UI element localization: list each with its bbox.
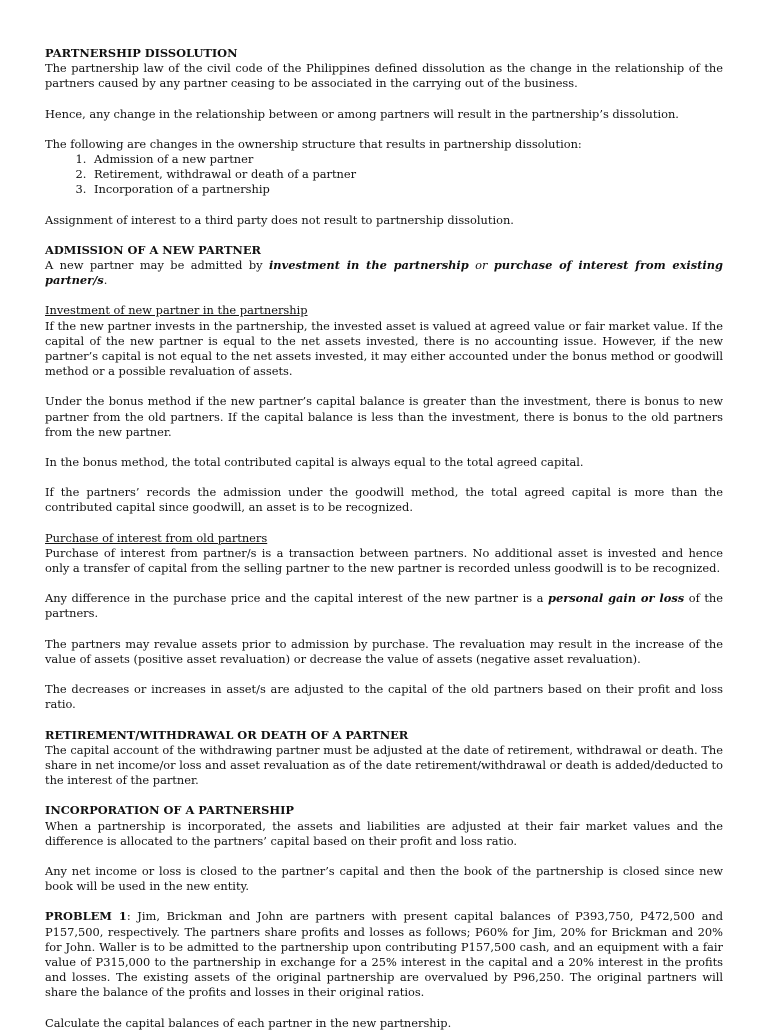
emphasis-personal-gain: personal gain or loss bbox=[547, 591, 685, 606]
paragraph: The decreases or increases in asset/s are adjusted to the capital of the old partners based on their profit and loss ratio. bbox=[45, 682, 723, 712]
emphasis-investment: investment in the partnership bbox=[268, 258, 469, 273]
paragraph: In the bonus method, the total contributed capital is always equal to the total agreed capital. bbox=[45, 455, 584, 470]
paragraph: If the new partner invests in the partnership, the invested asset is valued at agreed value or fair market value. If the capital of the new partner is equal to the net assets invested, there is no accounting issue. However, if the new partner’s capital is not equal to the net assets invested, it may either accounted under the bonus method or goodwill method or a possible revaluation of assets. bbox=[45, 318, 723, 379]
section-heading-retirement: RETIREMENT/WITHDRAWAL OR DEATH OF A PARTNER bbox=[45, 727, 409, 742]
document-page bbox=[45, 46, 723, 1031]
paragraph: The following are changes in the ownership structure that results in partnership dissolution: bbox=[45, 136, 582, 151]
list-item: 2. Retirement, withdrawal or death of a partner bbox=[90, 167, 723, 182]
list-item: 3. Incorporation of a partnership bbox=[90, 182, 723, 197]
paragraph: Under the bonus method if the new partner’s capital balance is greater than the investment, there is bonus to new partner from the old partners. If the capital balance is less than the investment, there is bonus to the old partners from the new partner. bbox=[45, 394, 723, 439]
section-heading-dissolution: PARTNERSHIP DISSOLUTION bbox=[45, 46, 238, 60]
text-run: Any difference in the purchase price and the capital interest of the new partner is a bbox=[45, 591, 548, 606]
section-heading-admission: ADMISSION OF A NEW PARTNER bbox=[45, 242, 261, 257]
text-run: : Jim, Brickman and John are partners with present capital balances of P393,750, P472,500 and P157,500, respectively. The partners share profits and losses as follows; P60% for Jim, 20% for Brickman and 20% for John. Waller is to be admitted to the partnership upon contributing P157,500 cash, and an equipment with a fair value of P315,000 to the partnership in exchange for a 25% interest in the capital and a 20% interest in the profits and losses. The existing assets of the original partnership are overvalued by P96,250. The original partners will share the balance of the profits and losses in their original ratios. bbox=[45, 909, 723, 1000]
paragraph: Calculate the capital balances of each partner in the new partnership. bbox=[45, 1015, 452, 1030]
text-run: A new partner may be admitted by bbox=[45, 258, 269, 273]
paragraph bbox=[45, 591, 723, 621]
paragraph: The capital account of the withdrawing partner must be adjusted at the date of retirement, withdrawal or death. The share in net income/or loss and asset revaluation as of the date retirement/withdrawal or death is added/deducted to the interest of the partner. bbox=[45, 742, 723, 788]
paragraph: The partnership law of the civil code of the Philippines defined dissolution as the change in the relationship of the partners caused by any partner ceasing to be associated in the carrying out of the business. bbox=[45, 61, 723, 91]
dissolution-list bbox=[45, 152, 723, 198]
paragraph bbox=[45, 258, 723, 288]
paragraph: The partners may revalue assets prior to admission by purchase. The revaluation may result in the increase of the value of assets (positive asset revaluation) or decrease the value of assets (negative asset revaluation). bbox=[45, 636, 723, 666]
subheading-investment: Investment of new partner in the partnership bbox=[45, 303, 308, 318]
subheading-purchase: Purchase of interest from old partners bbox=[45, 530, 268, 545]
text-run: of the partners. bbox=[45, 591, 723, 621]
problem-label: PROBLEM 1 bbox=[45, 909, 127, 924]
text-run: . bbox=[103, 273, 108, 288]
text-run: or bbox=[468, 258, 494, 273]
paragraph: When a partnership is incorporated, the assets and liabilities are adjusted at their fair market values and the difference is allocated to the partners’ capital based on their profit and loss ratio. bbox=[45, 818, 723, 848]
paragraph: Any net income or loss is closed to the partner’s capital and then the book of the partnership is closed since new book will be used in the new entity. bbox=[45, 863, 723, 894]
paragraph: Purchase of interest from partner/s is a transaction between partners. No additional asset is invested and hence only a transfer of capital from the selling partner to the new partner is recorded unless goodwill is to be recognized. bbox=[45, 545, 723, 576]
paragraph: If the partners’ records the admission under the goodwill method, the total agreed capital is more than the contributed capital since goodwill, an asset is to be recognized. bbox=[45, 485, 723, 515]
problem-paragraph bbox=[45, 909, 723, 1000]
list-item: 1. Admission of a new partner bbox=[90, 152, 723, 167]
section-heading-incorporation: INCORPORATION OF A PARTNERSHIP bbox=[45, 803, 295, 818]
paragraph: Hence, any change in the relationship between or among partners will result in the partnership’s dissolution. bbox=[45, 106, 679, 121]
paragraph: Assignment of interest to a third party does not result to partnership dissolution. bbox=[45, 212, 514, 227]
emphasis-purchase: purchase of interest from existing partner/s bbox=[45, 258, 724, 288]
